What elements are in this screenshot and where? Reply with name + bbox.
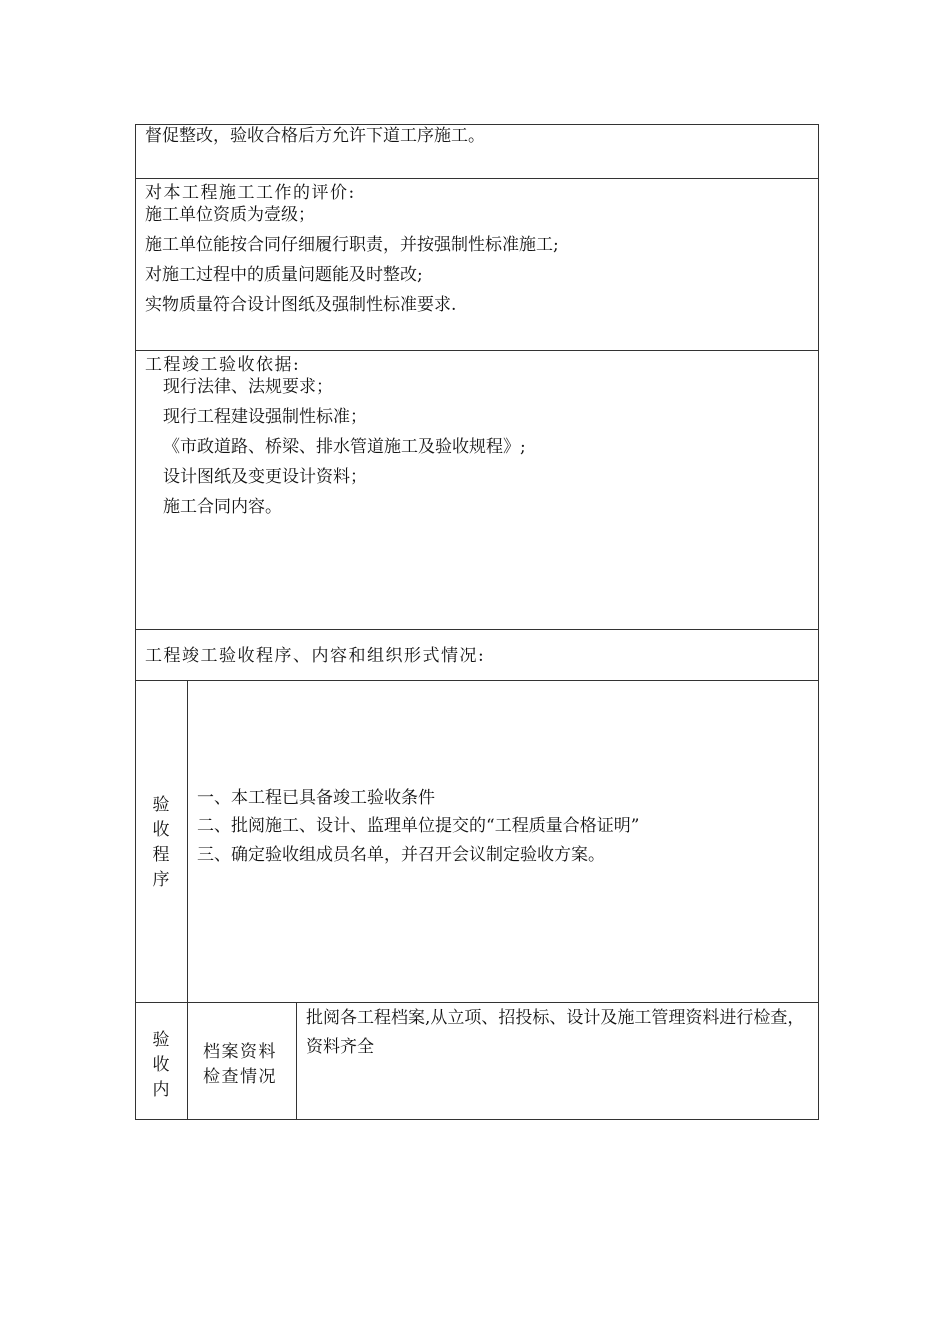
basis-item: 设计图纸及变更设计资料；: [163, 467, 367, 487]
evaluation-item: 施工单位资质为壹级；: [145, 205, 315, 225]
column-divider: [296, 1002, 297, 1120]
archive-check-label: 档案资料检查情况: [203, 1042, 277, 1087]
basis-item: 施工合同内容。: [163, 497, 282, 517]
row-divider: [135, 680, 819, 681]
row-divider: [135, 1002, 819, 1003]
procedure-item: 二、批阅施工、设计、监理单位提交的“工程质量合格证明”: [197, 816, 640, 836]
row-divider: [135, 350, 819, 351]
basis-item: 《市政道路、桥梁、排水管道施工及验收规程》;: [163, 437, 526, 457]
row-divider: [135, 178, 819, 179]
archive-check-text: 批阅各工程档案,从立项、招投标、设计及施工管理资料进行检查，资料齐全: [306, 1008, 805, 1057]
basis-title: 工程竣工验收依据:: [145, 355, 301, 375]
basis-item: 现行法律、法规要求；: [163, 377, 333, 397]
evaluation-item: 实物质量符合设计图纸及强制性标准要求.: [145, 295, 457, 315]
column-divider: [187, 680, 188, 1120]
basis-item: 现行工程建设强制性标准；: [163, 407, 367, 427]
procedure-label: 验 收 程 序: [152, 795, 170, 890]
evaluation-item: 对施工过程中的质量问题能及时整改;: [145, 265, 423, 285]
procedure-header: 工程竣工验收程序、内容和组织形式情况:: [145, 646, 486, 666]
procedure-item: 一、本工程已具备竣工验收条件: [197, 788, 435, 808]
content-label: 验 收 内: [152, 1030, 170, 1100]
row-divider: [135, 629, 819, 630]
evaluation-item: 施工单位能按合同仔细履行职责，并按强制性标准施工;: [145, 235, 559, 255]
evaluation-title: 对本工程施工工作的评价:: [145, 183, 356, 203]
carryover-text: 督促整改，验收合格后方允许下道工序施工。: [145, 126, 485, 146]
procedure-item: 三、确定验收组成员名单，并召开会议制定验收方案。: [197, 845, 605, 865]
